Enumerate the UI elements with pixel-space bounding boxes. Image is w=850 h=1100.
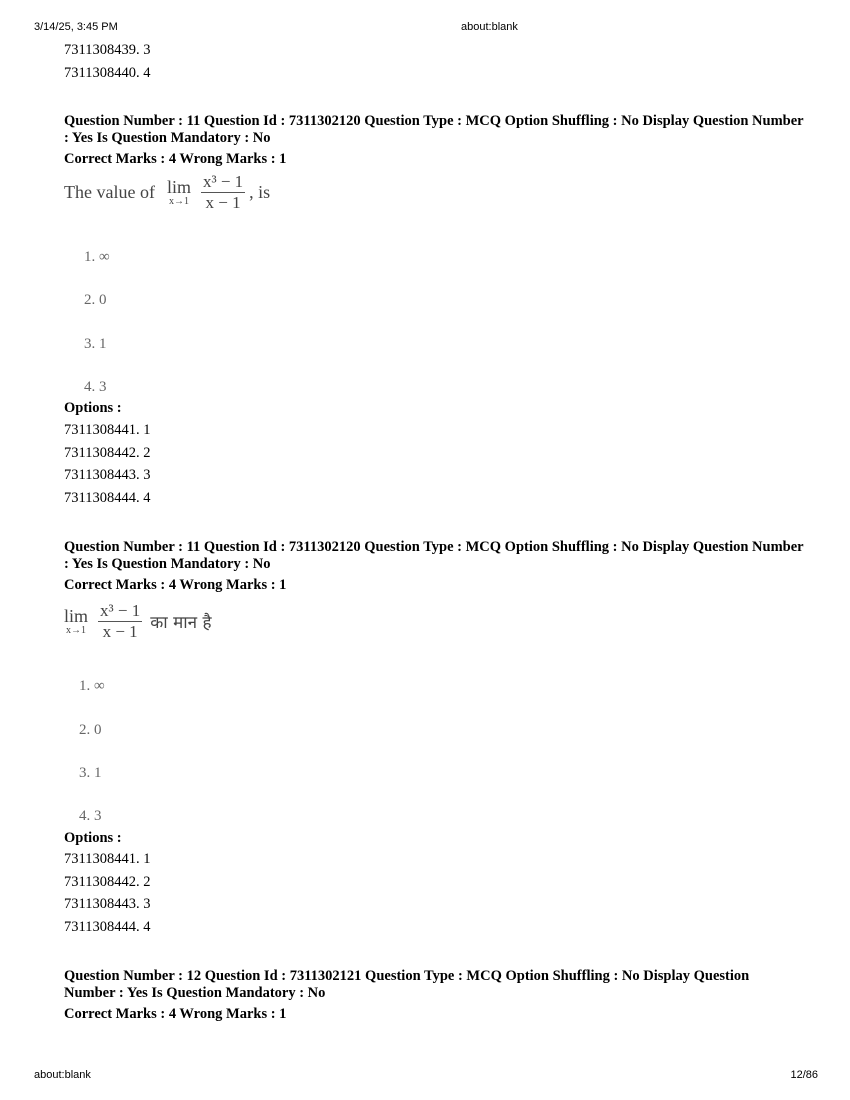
prev-option: 7311308440. 4	[64, 65, 151, 81]
question-header: Question Number : 12 Question Id : 7311302121 Question Type : MCQ Option Shuffling : No Display Question Number : Yes Is Question Mandatory : No	[64, 968, 750, 1001]
image-option: 4. 3	[79, 808, 102, 824]
stem-suffix: , is	[249, 182, 271, 202]
limit-operator	[64, 607, 88, 637]
question-stem-math	[64, 172, 270, 213]
print-url-header: about:blank	[461, 21, 518, 33]
limit-operator	[167, 178, 191, 208]
lim-subscript: x→1	[168, 195, 189, 207]
image-option: 1. ∞	[79, 678, 105, 694]
option-item: 7311308442. 2	[64, 874, 151, 890]
image-option: 2. 0	[84, 292, 107, 308]
image-option: 3. 1	[84, 336, 107, 352]
options-label: Options :	[64, 830, 122, 846]
prev-option: 7311308439. 3	[64, 42, 151, 58]
fraction-numerator: x³ − 1	[202, 172, 244, 191]
image-option: 1. ∞	[84, 249, 110, 265]
print-timestamp: 3/14/25, 3:45 PM	[34, 21, 118, 33]
option-item: 7311308441. 1	[64, 851, 151, 867]
question-marks: Correct Marks : 4 Wrong Marks : 1	[64, 1006, 287, 1022]
question-stem-math	[64, 601, 212, 642]
fraction	[98, 601, 142, 642]
question-header: Question Number : 11 Question Id : 7311302120 Question Type : MCQ Option Shuffling : No Display Question Number : Yes Is Question Mandatory : No	[64, 539, 804, 572]
option-item: 7311308443. 3	[64, 896, 151, 912]
question-header: Question Number : 11 Question Id : 7311302120 Question Type : MCQ Option Shuffling : No Display Question Number : Yes Is Question Mandatory : No	[64, 113, 804, 146]
fraction-numerator: x³ − 1	[100, 601, 141, 620]
fraction-denominator: x − 1	[205, 193, 241, 212]
option-item: 7311308441. 1	[64, 422, 151, 438]
page-number: 12/86	[790, 1069, 818, 1081]
image-option: 4. 3	[84, 379, 107, 395]
fraction-denominator: x − 1	[102, 622, 138, 641]
lim-word: lim	[166, 176, 191, 197]
lim-word: lim	[64, 605, 89, 626]
image-option: 2. 0	[79, 722, 102, 738]
stem-suffix: का मान है	[150, 613, 212, 633]
option-item: 7311308442. 2	[64, 445, 151, 461]
option-item: 7311308444. 4	[64, 919, 151, 935]
options-label: Options :	[64, 400, 122, 416]
fraction	[201, 172, 245, 213]
question-marks: Correct Marks : 4 Wrong Marks : 1	[64, 577, 287, 593]
stem-prefix: The value of	[64, 182, 155, 202]
option-item: 7311308444. 4	[64, 490, 151, 506]
print-url-footer: about:blank	[34, 1069, 91, 1081]
image-option: 3. 1	[79, 765, 102, 781]
question-marks: Correct Marks : 4 Wrong Marks : 1	[64, 151, 287, 167]
lim-subscript: x→1	[66, 624, 86, 636]
option-item: 7311308443. 3	[64, 467, 151, 483]
